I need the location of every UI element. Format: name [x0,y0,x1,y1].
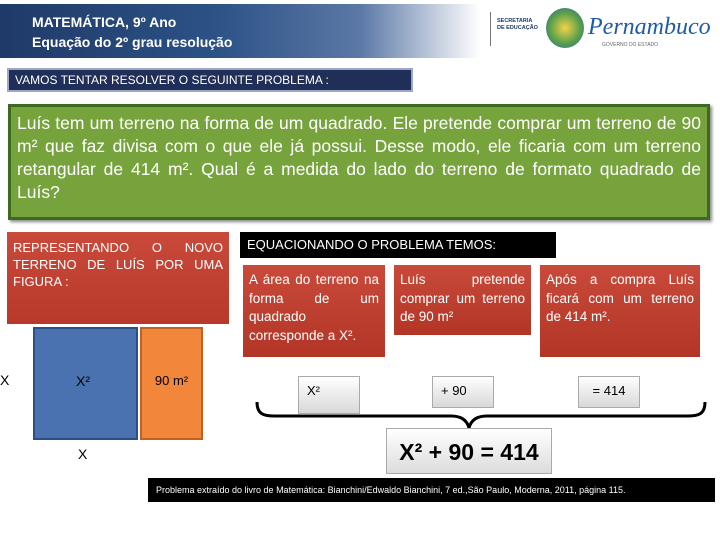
term-x-squared: X² [298,376,360,414]
brand-logo: Pernambuco [588,14,711,40]
problem-statement: Luís tem um terreno na forma de um quadrado. Ele pretende comprar um terreno de 90 m² que faz divisa com o que ele já possui. Desse modo, ele ficaria com um terreno retangular de 414 m². Qual é a medida do lado do terreno de formato quadrado de Luís? [8,104,710,220]
equation-title: EQUACIONANDO O PROBLEMA TEMOS: [240,232,556,258]
figure-description: REPRESENTANDO O NOVO TERRENO DE LUÍS POR UMA FIGURA : [7,232,229,324]
logo-area [490,8,715,54]
side-label-x: X [0,372,10,388]
square-area-label: X² [76,373,90,389]
header [0,0,720,56]
term-plus-90: + 90 [432,376,494,408]
square-area-explanation: A área do terreno na forma de um quadrado corresponde a X². [243,265,385,357]
seal-text: SECRETARIA DE EDUCAÇÃO [497,18,538,31]
source-footer: Problema extraído do livro de Matemática: Bianchini/Edwaldo Bianchini, 7 ed.,São Paulo, Moderna, 2011, página 115. [148,478,715,502]
title-line-2: Equação do 2º grau resolução [32,34,233,50]
intro-banner: VAMOS TENTAR RESOLVER O SEGUINTE PROBLEMA : [7,68,413,92]
term-equals-414: = 414 [578,376,640,408]
rectangle-area-label: 90 m² [154,373,189,388]
final-equation: X² + 90 = 414 [386,428,552,474]
header-title [0,4,480,58]
total-area-explanation: Após a compra Luís ficará com um terreno de 414 m². [540,265,700,357]
brace-connector [255,400,707,430]
square-figure [33,327,138,440]
title-line-1: MATEMÁTICA, 9º Ano [32,14,177,30]
rectangle-figure [140,327,203,440]
brand-subtitle: GOVERNO DO ESTADO [602,42,659,48]
secretaria-seal [490,12,538,46]
state-crest-icon [546,8,584,48]
purchase-explanation: Luís pretende comprar um terreno de 90 m² [394,265,531,335]
bottom-label-x: X [78,446,88,462]
